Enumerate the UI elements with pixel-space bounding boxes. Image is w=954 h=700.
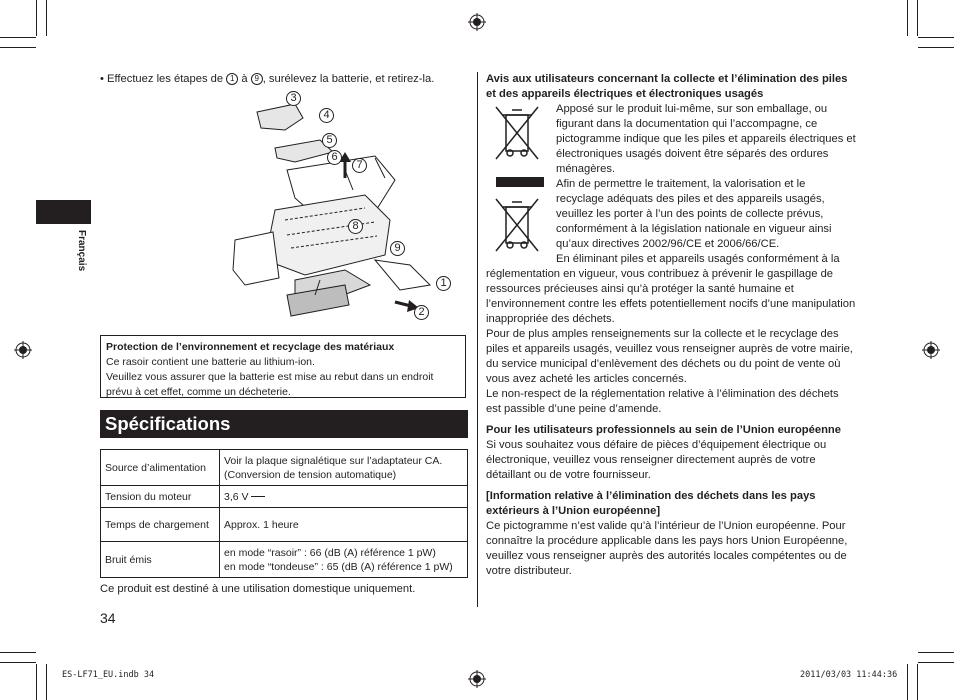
callout-8: 8 [348, 219, 363, 234]
footer-file: ES-LF71_EU.indb 34 [62, 670, 155, 680]
crop-mark [0, 652, 36, 653]
spec-value-line: en mode “rasoir” : 66 (dB (A) référence 1 pW) [224, 546, 436, 559]
section-title: Pour les utilisateurs professionnels au sein de l’Union européenne [486, 424, 841, 436]
language-tab [36, 200, 91, 224]
callout-3: 3 [286, 91, 301, 106]
step-number: 9 [251, 73, 263, 85]
environment-notice [100, 335, 466, 398]
callout-9: 9 [390, 241, 405, 256]
paragraph: Pour de plus amples renseignements sur la collecte et le recyclage des piles et appareils usagés, veuillez vous renseigner auprès de votre mairie, du service municipal d’enlèvement des déchets ou du point de vente où vous avez acheté les articles concernés. [486, 328, 853, 385]
disposal-information [486, 72, 856, 579]
intro-mid: à [238, 73, 251, 85]
environment-title: Protection de l’environnement et recyclage des matériaux [106, 341, 395, 353]
callout-1: 1 [436, 276, 451, 291]
crop-mark [917, 0, 918, 36]
disassembly-illustration [225, 90, 465, 330]
registration-mark-icon [468, 13, 486, 31]
spec-value: Approx. 1 heure [220, 508, 468, 542]
environment-line: Ce rasoir contient une batterie au lithium-ion. [106, 356, 315, 368]
callout-6: 6 [327, 150, 342, 165]
table-row [101, 486, 468, 508]
crop-mark [46, 664, 47, 700]
intro-suffix: , surélevez la batterie, et retirez-la. [262, 73, 435, 85]
table-row [101, 450, 468, 486]
callout-4: 4 [319, 108, 334, 123]
paragraph: Afin de permettre le traitement, la valorisation et le recyclage adéquats des piles et des appareils usagés, veuillez les porter à l’un des points de collecte prévus, conformément à la législation nationale en vigueur ainsi qu’aux directives 2002/96/CE et 2006/66/CE. [556, 178, 832, 250]
column-divider [477, 72, 478, 607]
specifications-heading: Spécifications [100, 410, 468, 438]
crop-mark [918, 662, 954, 663]
crop-mark [918, 652, 954, 653]
callout-5: 5 [322, 133, 337, 148]
paragraph: En éliminant piles et appareils usagés conformément à la réglementation en vigueur, vous contribuez à prévenir le gaspillage de ressources précieuses ainsi qu’à protéger la santé humaine et l’environnement contre les effets potentiellement nocifs d’une manipulation inappropriée des déchets. [486, 253, 856, 325]
registration-mark-icon [14, 341, 32, 359]
registration-mark-icon [468, 670, 486, 688]
crop-mark [0, 37, 36, 38]
crop-mark [36, 664, 37, 700]
footer-date: 2011/03/03 11:44:36 [800, 670, 898, 680]
crop-mark [46, 0, 47, 36]
page-number: 34 [100, 610, 116, 626]
spec-value [220, 542, 468, 578]
crop-mark [36, 0, 37, 36]
crop-mark [907, 0, 908, 36]
domestic-use-note: Ce produit est destiné à une utilisation domestique uniquement. [100, 583, 416, 595]
table-row [101, 508, 468, 542]
intro-instruction [100, 72, 470, 87]
step-number: 1 [226, 73, 238, 85]
spec-value-line: en mode “tondeuse” : 65 (dB (A) référence 1 pW) [224, 560, 453, 573]
callout-2: 2 [414, 305, 429, 320]
crop-mark [918, 47, 954, 48]
table-row [101, 542, 468, 578]
crop-mark [917, 664, 918, 700]
spec-label: Source d’alimentation [101, 450, 220, 486]
crop-mark [0, 662, 36, 663]
specifications-table [100, 449, 468, 578]
spec-value: Voir la plaque signalétique sur l’adaptateur CA. (Conversion de tension automatique) [220, 450, 468, 486]
callout-7: 7 [352, 158, 367, 173]
spec-label: Tension du moteur [101, 486, 220, 508]
disposal-title: Avis aux utilisateurs concernant la collecte et l’élimination des piles et des appareils électriques et électroniques usagés [486, 73, 848, 100]
spec-value [220, 486, 468, 508]
dc-symbol-icon [251, 496, 265, 497]
paragraph: Ce pictogramme n’est valide qu’à l’intérieur de l’Union européenne. Pour connaître la procédure applicable dans les pays hors Union Européenne, veuillez vous renseigner auprès des autorités locales compétentes ou de votre distributeur. [486, 520, 848, 577]
crop-mark [907, 664, 908, 700]
section-title: [Information relative à l’élimination des déchets dans les pays extérieurs à l’Union européenne] [486, 490, 816, 517]
environment-line: Veuillez vous assurer que la batterie est mise au rebut dans un endroit prévu à cet effet, comme un décheterie. [106, 371, 434, 398]
crop-mark [0, 47, 36, 48]
language-label: Français [76, 230, 87, 272]
paragraph: Le non-respect de la réglementation relative à l’élimination des déchets est passible d’une peine d’amende. [486, 388, 839, 415]
spec-value-text: 3,6 V [224, 490, 249, 503]
spec-label: Temps de chargement [101, 508, 220, 542]
registration-mark-icon [922, 341, 940, 359]
intro-prefix: • Effectuez les étapes de [100, 73, 227, 85]
paragraph: Apposé sur le produit lui-même, sur son emballage, ou figurant dans la documentation qui l’accompagne, ce pictogramme indique que les piles et appareils électriques et électroniques usagés doivent être séparés des ordures ménagères. [556, 103, 856, 175]
spec-label: Bruit émis [101, 542, 220, 578]
paragraph: Si vous souhaitez vous défaire de pièces d’équipement électrique ou électronique, veuillez vous renseigner directement auprès de votre détaillant ou de votre fournisseur. [486, 439, 827, 481]
crop-mark [918, 37, 954, 38]
